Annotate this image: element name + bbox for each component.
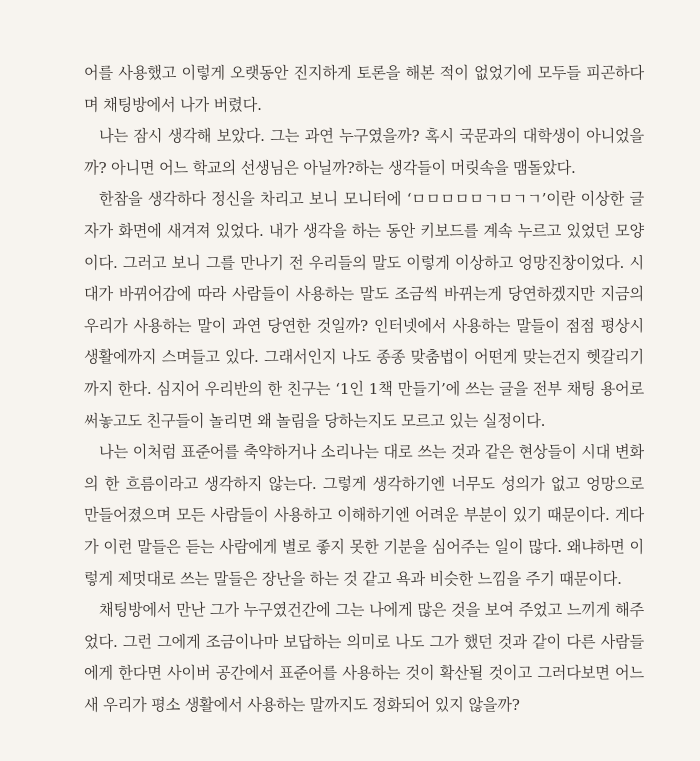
body-text — [84, 58, 644, 721]
paragraph-2: 나는 잠시 생각해 보았다. 그는 과연 누구였을까? 혹시 국문과의 대학생이 아니었을까? 아니면 어느 학교의 선생님은 아닐까?하는 생각들이 머릿속을 맴돌았다. — [84, 127, 644, 177]
paragraph-4: 나는 이처럼 표준어를 축약하거나 소리나는 대로 쓰는 것과 같은 현상들이 시대 변화의 한 흐름이라고 생각하지 않는다. 그렇게 생각하기엔 너무도 성의가 없고 엉망으로 만들어졌으며 모든 사람들이 사용하고 이해하기엔 어려운 부분이 있기 때문이다. 게다가 이런 말들은 듣는 사람에게 별로 좋지 못한 기분을 심어주는 일이 많다. 왜냐하면 이렇게 제멋대로 쓰는 말들은 장난을 하는 것 같고 욕과 비슷한 느낌을 주기 때문이다. — [84, 443, 644, 588]
paragraph-3: 한참을 생각하다 정신을 차리고 보니 모니터에 ‘ㅁㅁㅁㅁㅁㄱㅁㄱㄱ’이란 이상한 글자가 화면에 새겨져 있었다. 내가 생각을 하는 동안 키보드를 계속 누르고 있었던 모양이다. 그러고 보니 그를 만나기 전 우리들의 말도 이렇게 이상하고 엉망진창이었다. 시대가 바뀌어감에 따라 사람들이 사용하는 말도 조금씩 바뀌는게 당연하겠지만 지금의 우리가 사용하는 말이 과연 당연한 것일까? 인터넷에서 사용하는 말들이 점점 평상시 생활에까지 스며들고 있다. 그래서인지 나도 종종 맞춤법이 어떤게 맞는건지 헷갈리기까지 한다. 심지어 우리반의 한 친구는 ‘1인 1책 만들기’에 쓰는 글을 전부 채팅 용어로 써놓고도 친구들이 놀리면 왜 놀림을 당하는지도 모르고 있는 실정이다. — [84, 190, 644, 430]
paragraph-5: 채팅방에서 만난 그가 누구였건간에 그는 나에게 많은 것을 보여 주었고 느끼게 해주었다. 그런 그에게 조금이나마 보답하는 의미로 나도 그가 했던 것과 같이 다른 사람들에게 한다면 사이버 공간에서 표준어를 사용하는 것이 확산될 것이고 그러다보면 어느새 우리가 평소 생활에서 사용하는 말까지도 정화되어 있지 않을까? — [84, 601, 644, 714]
paragraph-1: 어를 사용했고 이렇게 오랫동안 진지하게 토론을 해본 적이 없었기에 모두들 피곤하다며 채팅방에서 나가 버렸다. — [84, 64, 644, 114]
